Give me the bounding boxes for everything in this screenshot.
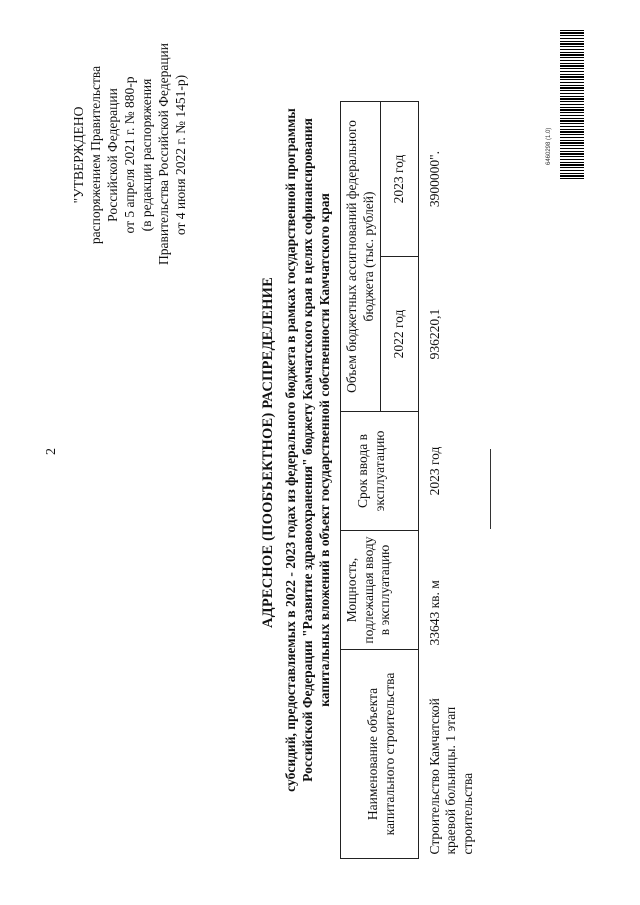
page-number: 2 <box>44 448 59 455</box>
cell-value-2023: 3900000". <box>426 150 442 208</box>
header-object-name: Наименование объекта капитального строительства <box>341 650 419 859</box>
header-commissioning-term: Срок ввода в эксплуатацию <box>341 412 419 531</box>
barcode-caption: 6460298 (1.0) <box>546 127 552 165</box>
barcode-icon <box>560 29 584 179</box>
approval-line: Российской Федерации <box>105 88 120 222</box>
approval-line: Правительства Российской Федерации <box>156 43 171 265</box>
subtitle-line: субсидий, предоставляемых в 2022 - 2023 годах из федерального бюджета в рамках государственной программы <box>283 108 298 792</box>
approval-line: распоряжением Правительства <box>88 65 103 245</box>
approval-line: от 4 июня 2022 г. № 1451-р) <box>173 74 188 236</box>
approval-stamp <box>70 45 189 265</box>
allocation-table <box>340 101 479 859</box>
approval-line: "УТВЕРЖДЕНО <box>71 106 86 204</box>
cell-object-name: Строительство Камчатской краевой больницы. 1 этап строительства <box>426 698 475 855</box>
subtitle-line: капитальных вложений в объект государственной собственности Камчатского края <box>317 193 332 707</box>
subtitle-line: Российской Федерации "Развитие здравоохранения" бюджету Камчатского края в целях софинансирования <box>300 118 315 782</box>
approval-line: от 5 апреля 2021 г. № 880-р <box>122 76 137 234</box>
cell-value-2022: 936220,1 <box>426 308 442 360</box>
header-capacity: Мощность, подлежащая вводу в эксплуатацию <box>341 531 419 650</box>
table-header-row <box>341 102 381 859</box>
header-year-2022: 2022 год <box>381 257 419 412</box>
document-subtitle <box>282 90 333 810</box>
table-row <box>418 102 479 859</box>
header-budget-volume: Объем бюджетных ассигнований федерального бюджета (тыс. рублей) <box>341 102 381 412</box>
cell-commissioning-term: 2023 год <box>426 446 442 496</box>
cell-capacity: 33643 кв. м <box>426 580 442 646</box>
document-title: АДРЕСНОЕ (ПООБЪЕКТНОЕ) РАСПРЕДЕЛЕНИЕ <box>260 276 276 629</box>
approval-line: (в редакции распоряжения <box>139 78 154 232</box>
header-year-2023: 2023 год <box>381 102 419 257</box>
divider-line <box>490 449 491 529</box>
